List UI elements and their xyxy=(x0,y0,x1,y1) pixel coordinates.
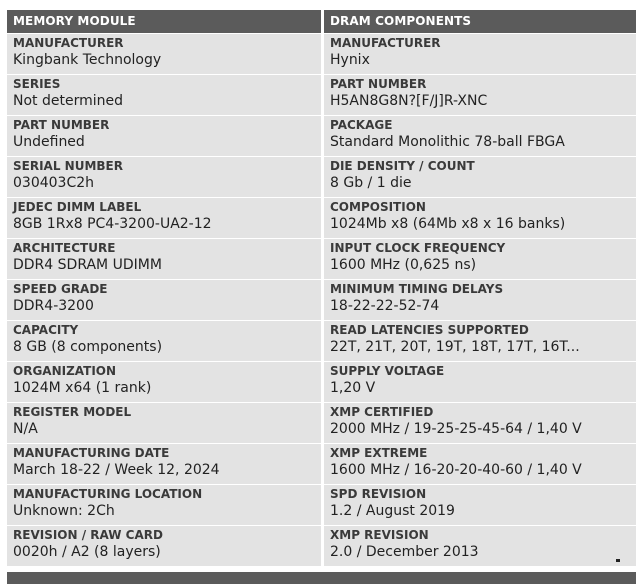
spec-value: 2.0 / December 2013 xyxy=(330,544,479,560)
spec-value: 1024M x64 (1 rank) xyxy=(13,380,152,396)
spec-value: 18-22-22-52-74 xyxy=(330,298,440,314)
spec-row xyxy=(7,197,321,238)
spec-label: DIE DENSITY / COUNT xyxy=(330,159,475,173)
spec-row xyxy=(7,402,321,443)
spec-row xyxy=(324,197,636,238)
memory-module-header: MEMORY MODULE xyxy=(7,10,321,33)
spec-row xyxy=(324,484,636,525)
spec-value: March 18-22 / Week 12, 2024 xyxy=(13,462,220,478)
spec-row xyxy=(324,279,636,320)
spec-label: MANUFACTURING DATE xyxy=(13,446,170,460)
spec-row xyxy=(324,525,636,566)
spec-label: ORGANIZATION xyxy=(13,364,117,378)
spec-row xyxy=(7,279,321,320)
spec-label: XMP CERTIFIED xyxy=(330,405,434,419)
memory-module-column xyxy=(7,10,321,566)
spec-value: 8 GB (8 components) xyxy=(13,339,163,355)
spec-label: XMP REVISION xyxy=(330,528,429,542)
spec-value: 1,20 V xyxy=(330,380,376,396)
spec-label: MANUFACTURER xyxy=(330,36,441,50)
spec-label: PART NUMBER xyxy=(13,118,110,132)
spec-label: SERIAL NUMBER xyxy=(13,159,123,173)
spec-value: H5AN8G8N?[F/J]R-XNC xyxy=(330,93,488,109)
cursor-dot xyxy=(616,559,620,562)
spec-row xyxy=(7,33,321,74)
spec-label: CAPACITY xyxy=(13,323,79,337)
spec-value: 1600 MHz / 16-20-20-40-60 / 1,40 V xyxy=(330,462,582,478)
spec-row xyxy=(324,156,636,197)
spec-row xyxy=(7,443,321,484)
spec-row xyxy=(324,320,636,361)
spec-row xyxy=(7,115,321,156)
spec-row xyxy=(7,525,321,566)
spec-value: Not determined xyxy=(13,93,123,109)
spec-value: 22T, 21T, 20T, 19T, 18T, 17T, 16T... xyxy=(330,339,580,355)
spec-label: REGISTER MODEL xyxy=(13,405,132,419)
spec-row xyxy=(7,74,321,115)
spec-value: 1.2 / August 2019 xyxy=(330,503,455,519)
spec-label: MANUFACTURING LOCATION xyxy=(13,487,203,501)
spec-label: ARCHITECTURE xyxy=(13,241,116,255)
spec-value: Hynix xyxy=(330,52,370,68)
spec-label: SUPPLY VOLTAGE xyxy=(330,364,445,378)
bottom-bar xyxy=(7,572,636,584)
spec-label: PART NUMBER xyxy=(330,77,427,91)
spec-label: XMP EXTREME xyxy=(330,446,428,460)
spec-value: DDR4 SDRAM UDIMM xyxy=(13,257,162,273)
spec-row xyxy=(324,361,636,402)
spec-value: Kingbank Technology xyxy=(13,52,162,68)
spec-value: 030403C2h xyxy=(13,175,94,191)
spec-label: MINIMUM TIMING DELAYS xyxy=(330,282,504,296)
spec-row xyxy=(324,33,636,74)
spec-row xyxy=(324,74,636,115)
spec-value: DDR4-3200 xyxy=(13,298,94,314)
spec-value: Standard Monolithic 78-ball FBGA xyxy=(330,134,565,150)
spec-label: READ LATENCIES SUPPORTED xyxy=(330,323,529,337)
spec-value: 1024Mb x8 (64Mb x8 x 16 banks) xyxy=(330,216,566,232)
spec-label: JEDEC DIMM LABEL xyxy=(13,200,142,214)
spec-value: 8GB 1Rx8 PC4-3200-UA2-12 xyxy=(13,216,212,232)
dram-components-rows xyxy=(324,33,636,566)
spec-row xyxy=(324,238,636,279)
spec-value: 1600 MHz (0,625 ns) xyxy=(330,257,477,273)
spec-label: COMPOSITION xyxy=(330,200,426,214)
spec-value: N/A xyxy=(13,421,38,437)
spec-value: Unknown: 2Ch xyxy=(13,503,115,519)
dram-components-column xyxy=(324,10,636,566)
spec-label: INPUT CLOCK FREQUENCY xyxy=(330,241,506,255)
spec-label: SERIES xyxy=(13,77,61,91)
spec-row xyxy=(324,443,636,484)
spec-row xyxy=(7,484,321,525)
spec-value: 0020h / A2 (8 layers) xyxy=(13,544,161,560)
spec-row xyxy=(7,320,321,361)
spec-value: 8 Gb / 1 die xyxy=(330,175,412,191)
spec-value: 2000 MHz / 19-25-25-45-64 / 1,40 V xyxy=(330,421,582,437)
spec-row xyxy=(7,156,321,197)
spec-label: SPD REVISION xyxy=(330,487,427,501)
spec-label: MANUFACTURER xyxy=(13,36,124,50)
spec-row xyxy=(324,402,636,443)
memory-module-rows xyxy=(7,33,321,566)
dram-components-header: DRAM COMPONENTS xyxy=(324,10,636,33)
spec-row xyxy=(324,115,636,156)
spec-label: SPEED GRADE xyxy=(13,282,108,296)
spec-label: REVISION / RAW CARD xyxy=(13,528,163,542)
spd-info-panel xyxy=(4,4,636,579)
spec-value: Undefined xyxy=(13,134,85,150)
spec-row xyxy=(7,361,321,402)
spec-label: PACKAGE xyxy=(330,118,393,132)
spec-row xyxy=(7,238,321,279)
